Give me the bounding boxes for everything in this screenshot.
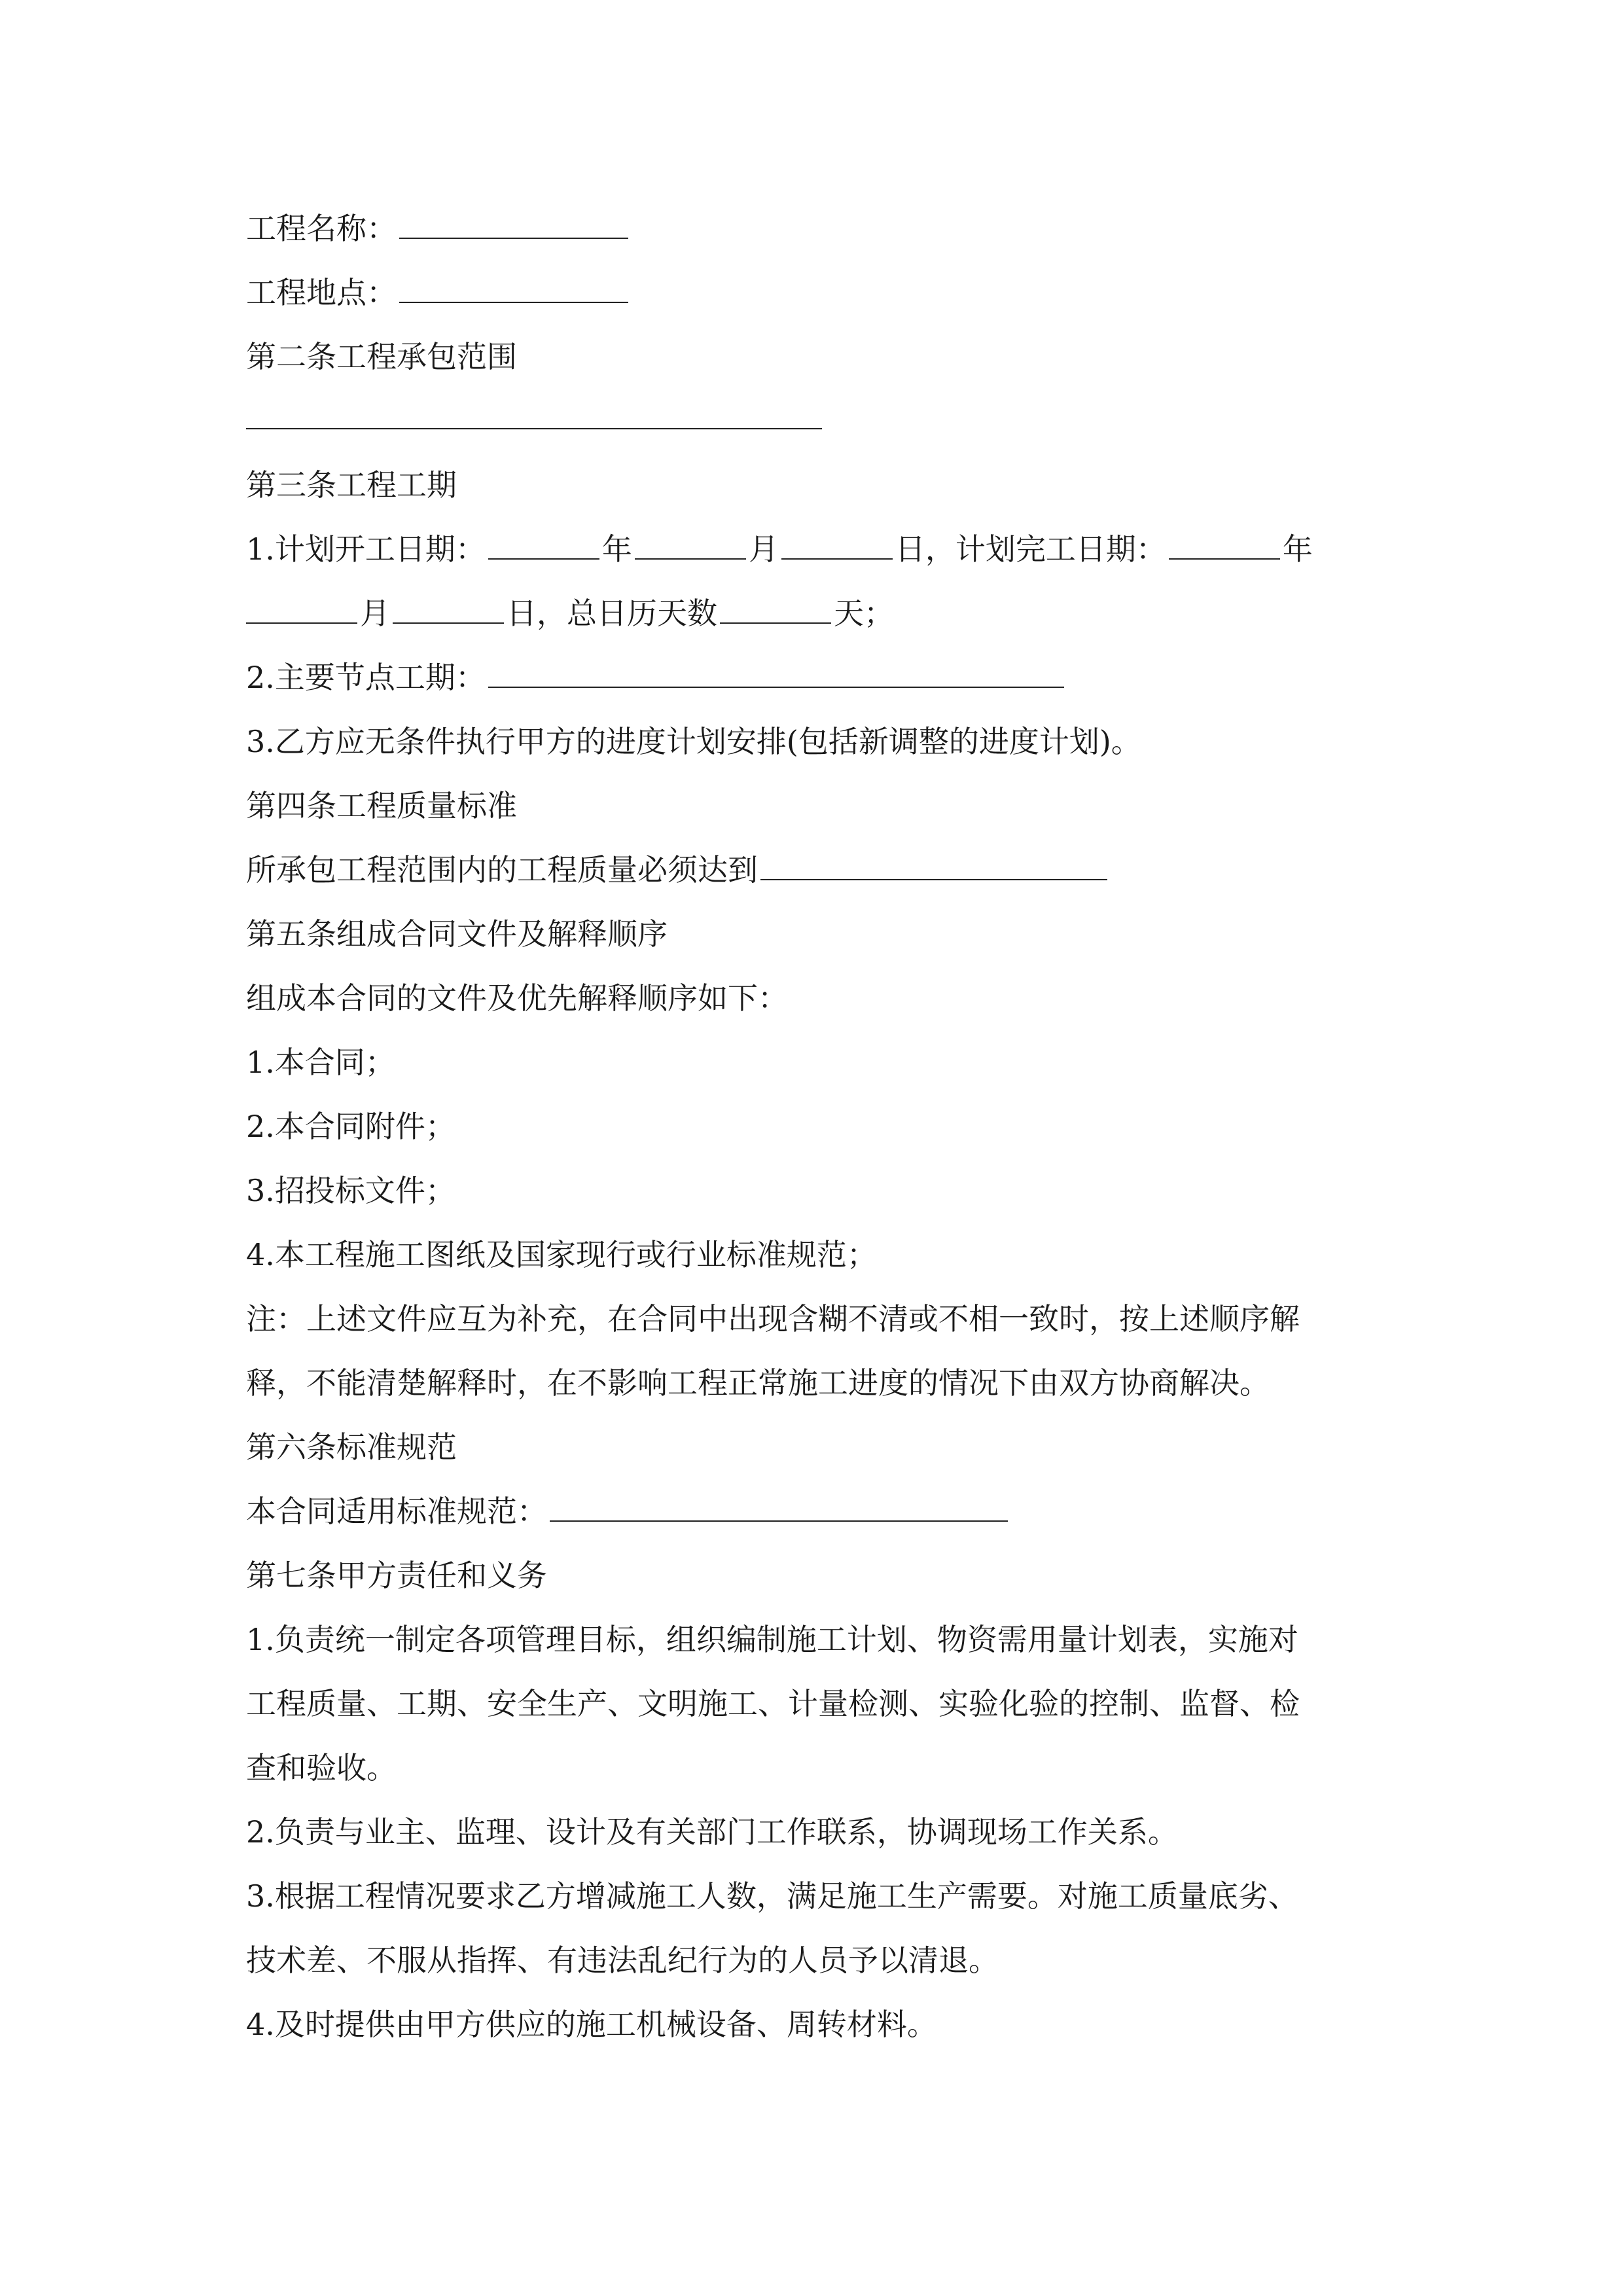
project-location-row [246,260,1398,325]
schedule-row-2 [246,581,1398,645]
start-year-blank [488,532,599,560]
quality-text: 所承包工程范围内的工程质量必须达到 [246,852,758,888]
quality-blank [760,853,1107,880]
article-7-item-4: 4.及时提供由甲方供应的施工机械设备、周转材料。 [246,2007,937,2042]
article-3-heading: 第三条工程工期 [246,467,457,503]
article-7-item-1-line-3: 查和验收。 [246,1750,397,1785]
project-name-blank [399,211,628,239]
milestone-blank [488,660,1064,688]
days-unit-label: 天； [834,596,894,631]
quality-row [246,838,1398,902]
planned-finish-label: 日，计划完工日期： [895,531,1166,567]
standards-label: 本合同适用标准规范： [246,1494,547,1529]
article-7-heading: 第七条甲方责任和义务 [246,1558,547,1593]
start-day-blank [781,532,893,560]
milestone-label: 2.主要节点工期： [246,660,486,695]
article-5-item-2: 2.本合同附件； [246,1109,455,1144]
article-2-heading: 第二条工程承包范围 [246,339,517,374]
article-7-item-2: 2.负责与业主、监理、设计及有关部门工作联系，协调现场工作关系。 [246,1814,1178,1850]
article-5-intro: 组成本合同的文件及优先解释顺序如下： [246,980,788,1016]
finish-month-blank [246,596,357,624]
year-label: 年 [601,531,632,567]
total-days-label: 日，总日历天数 [507,596,717,631]
schedule-row-1 [246,517,1398,581]
article-7-item-3-line-2: 技术差、不服从指挥、有违法乱纪行为的人员予以清退。 [246,1943,999,1978]
article-5-note-line-1: 注：上述文件应互为补充，在合同中出现含糊不清或不相一致时，按上述顺序解 [246,1301,1300,1336]
article-7-item-3-line-1: 3.根据工程情况要求乙方增减施工人数，满足施工生产需要。对施工质量底劣、 [246,1878,1298,1914]
planned-start-label: 1.计划开工日期： [246,531,486,567]
project-location-label: 工程地点： [246,275,397,310]
article-6-heading: 第六条标准规范 [246,1429,457,1465]
project-location-blank [399,276,628,303]
article-5-item-1: 1.本合同； [246,1045,395,1080]
finish-year-blank [1169,532,1280,560]
finish-day-blank [393,596,504,624]
standards-row [246,1479,1398,1543]
milestone-row [246,645,1398,709]
contract-page [246,196,1398,2056]
article-5-heading: 第五条组成合同文件及解释顺序 [246,916,668,952]
month-label-2: 月 [360,596,390,631]
scope-blank-row [246,389,1398,453]
article-7-item-1-line-1: 1.负责统一制定各项管理目标，组织编制施工计划、物资需用量计划表，实施对 [246,1622,1298,1657]
article-7-item-1-line-2: 工程质量、工期、安全生产、文明施工、计量检测、实验化验的控制、监督、检 [246,1686,1300,1721]
year-label-2: 年 [1282,531,1313,567]
scope-blank [246,428,822,429]
project-name-label: 工程名称： [246,211,397,246]
standards-blank [550,1494,1008,1522]
schedule-item-3: 3.乙方应无条件执行甲方的进度计划安排(包括新调整的进度计划)。 [246,724,1141,759]
project-name-row [246,196,1398,260]
article-5-note-line-2: 释，不能清楚解释时，在不影响工程正常施工进度的情况下由双方协商解决。 [246,1365,1270,1401]
article-5-item-4: 4.本工程施工图纸及国家现行或行业标准规范； [246,1237,877,1272]
article-5-item-3: 3.招投标文件； [246,1173,455,1208]
start-month-blank [635,532,746,560]
month-label: 月 [748,531,779,567]
total-days-blank [720,596,831,624]
article-4-heading: 第四条工程质量标准 [246,788,517,823]
